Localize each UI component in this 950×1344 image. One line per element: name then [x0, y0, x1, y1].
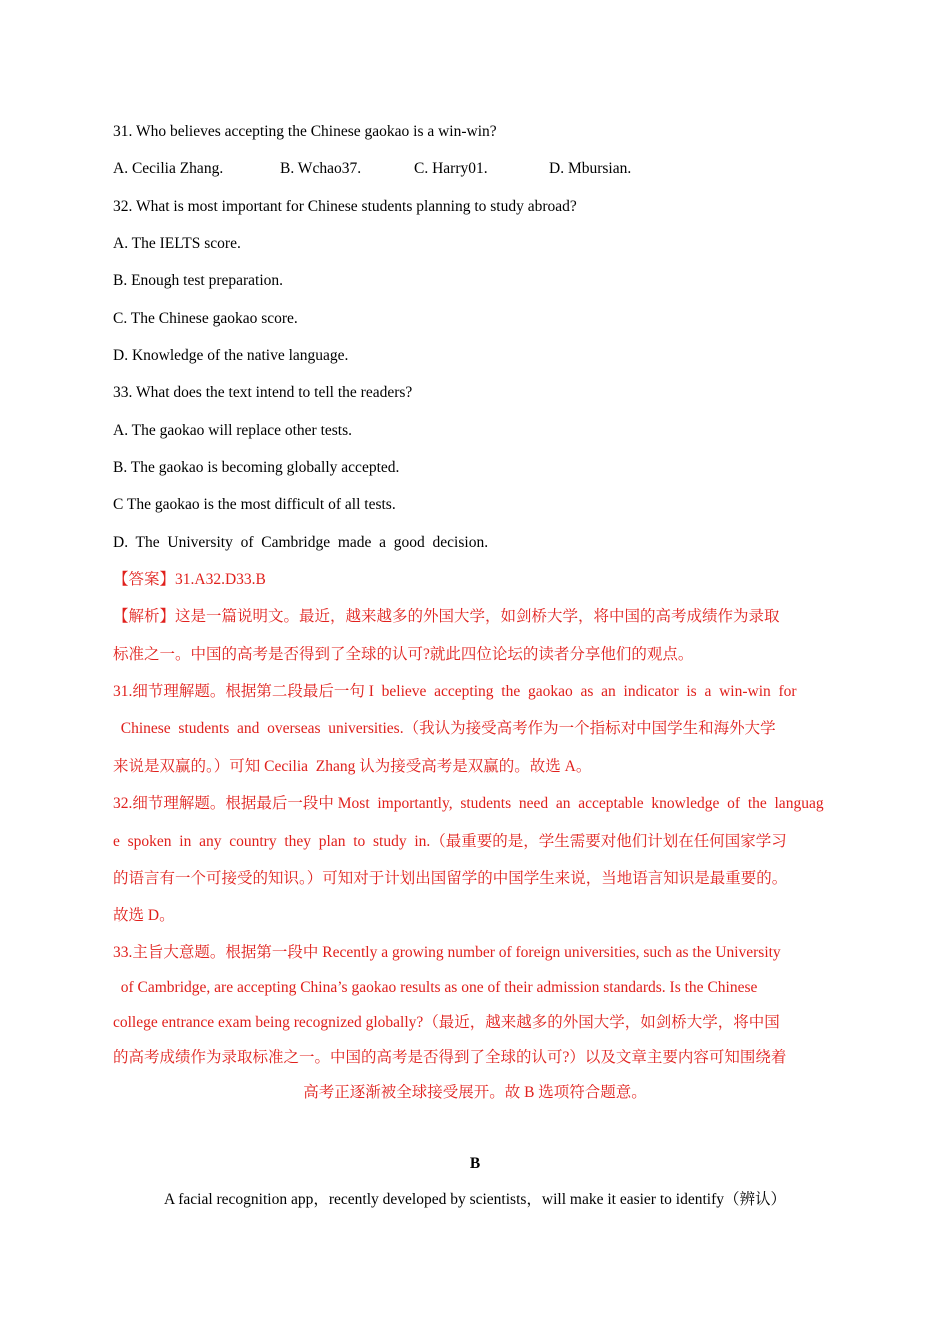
q31-option-a: A. Cecilia Zhang.: [113, 160, 224, 177]
analysis-line-9: 故选 D。: [113, 907, 175, 924]
analysis-text: 这是一篇说明文。最近，越来越多的外国大学，如剑桥大学，将中国的高考成绩作为录取: [175, 608, 780, 625]
section-first-line: A facial recognition app，recently developed by scientists，will make it easier to identify（辨认）: [164, 1191, 786, 1208]
analysis-line-7: e spoken in any country they plan to study in.（最重要的是，学生需要对他们计划在任何国家学习: [113, 833, 787, 850]
q33-option-b: B. The gaokao is becoming globally accepted.: [113, 459, 400, 476]
analysis-line-1: [113, 607, 780, 627]
q33-option-a: A. The gaokao will replace other tests.: [113, 422, 353, 439]
q31-option-b: B. Wchao37.: [280, 160, 362, 177]
analysis-line-11: of Cambridge, are accepting China’s gaokao results as one of their admission standards. Is the Chinese: [113, 979, 758, 996]
question-31-options: [113, 159, 631, 179]
analysis-line-4: Chinese students and overseas universities.（我认为接受高考作为一个指标对中国学生和海外大学: [113, 720, 776, 737]
analysis-line-13: 的高考成绩作为录取标准之一。中国的高考是否得到了全球的认可?）以及文章主要内容可知围绕着: [113, 1049, 787, 1066]
analysis-line-10: 33.主旨大意题。根据第一段中 Recently a growing number of foreign universities, such as the University: [113, 944, 781, 961]
section-heading: B: [469, 1155, 481, 1172]
answer-text: 31.A32.D33.B: [175, 571, 266, 588]
q32-option-b: B. Enough test preparation.: [113, 272, 284, 289]
q33-option-c: C The gaokao is the most difficult of all tests.: [113, 496, 396, 513]
q31-option-d: D. Mbursian.: [549, 160, 632, 177]
analysis-line-2: 标准之一。中国的高考是否得到了全球的认可?就此四位论坛的读者分享他们的观点。: [113, 646, 694, 663]
analysis-line-12: college entrance exam being recognized globally?（最近，越来越多的外国大学，如剑桥大学，将中国: [113, 1014, 780, 1031]
q32-option-a: A. The IELTS score.: [113, 235, 241, 252]
q32-option-d: D. Knowledge of the native language.: [113, 347, 349, 364]
question-31: 31. Who believes accepting the Chinese gaokao is a win-win?: [113, 123, 497, 140]
analysis-line-6: 32.细节理解题。根据最后一段中 Most importantly, students need an acceptable knowledge of the languag: [113, 795, 824, 812]
analysis-line-14: 高考正逐渐被全球接受展开。故 B 选项符合题意。: [303, 1084, 647, 1101]
analysis-line-5: 来说是双赢的。）可知 Cecilia Zhang 认为接受高考是双赢的。故选 A。: [113, 758, 592, 775]
answer-label: 【答案】: [113, 571, 176, 588]
question-32: 32. What is most important for Chinese students planning to study abroad?: [113, 198, 577, 215]
q31-option-c: C. Harry01.: [414, 160, 488, 177]
analysis-label: 【解析】: [113, 608, 176, 625]
analysis-line-8: 的语言有一个可接受的知识。）可知对于计划出国留学的中国学生来说，当地语言知识是最重要的。: [113, 870, 788, 887]
q32-option-c: C. The Chinese gaokao score.: [113, 310, 298, 327]
analysis-line-3: 31.细节理解题。根据第二段最后一句 I believe accepting the gaokao as an indicator is a win-win for: [113, 683, 797, 700]
answer-line: [113, 570, 266, 590]
q33-option-d: D. The University of Cambridge made a good decision.: [113, 534, 489, 551]
question-33: 33. What does the text intend to tell the readers?: [113, 384, 413, 401]
